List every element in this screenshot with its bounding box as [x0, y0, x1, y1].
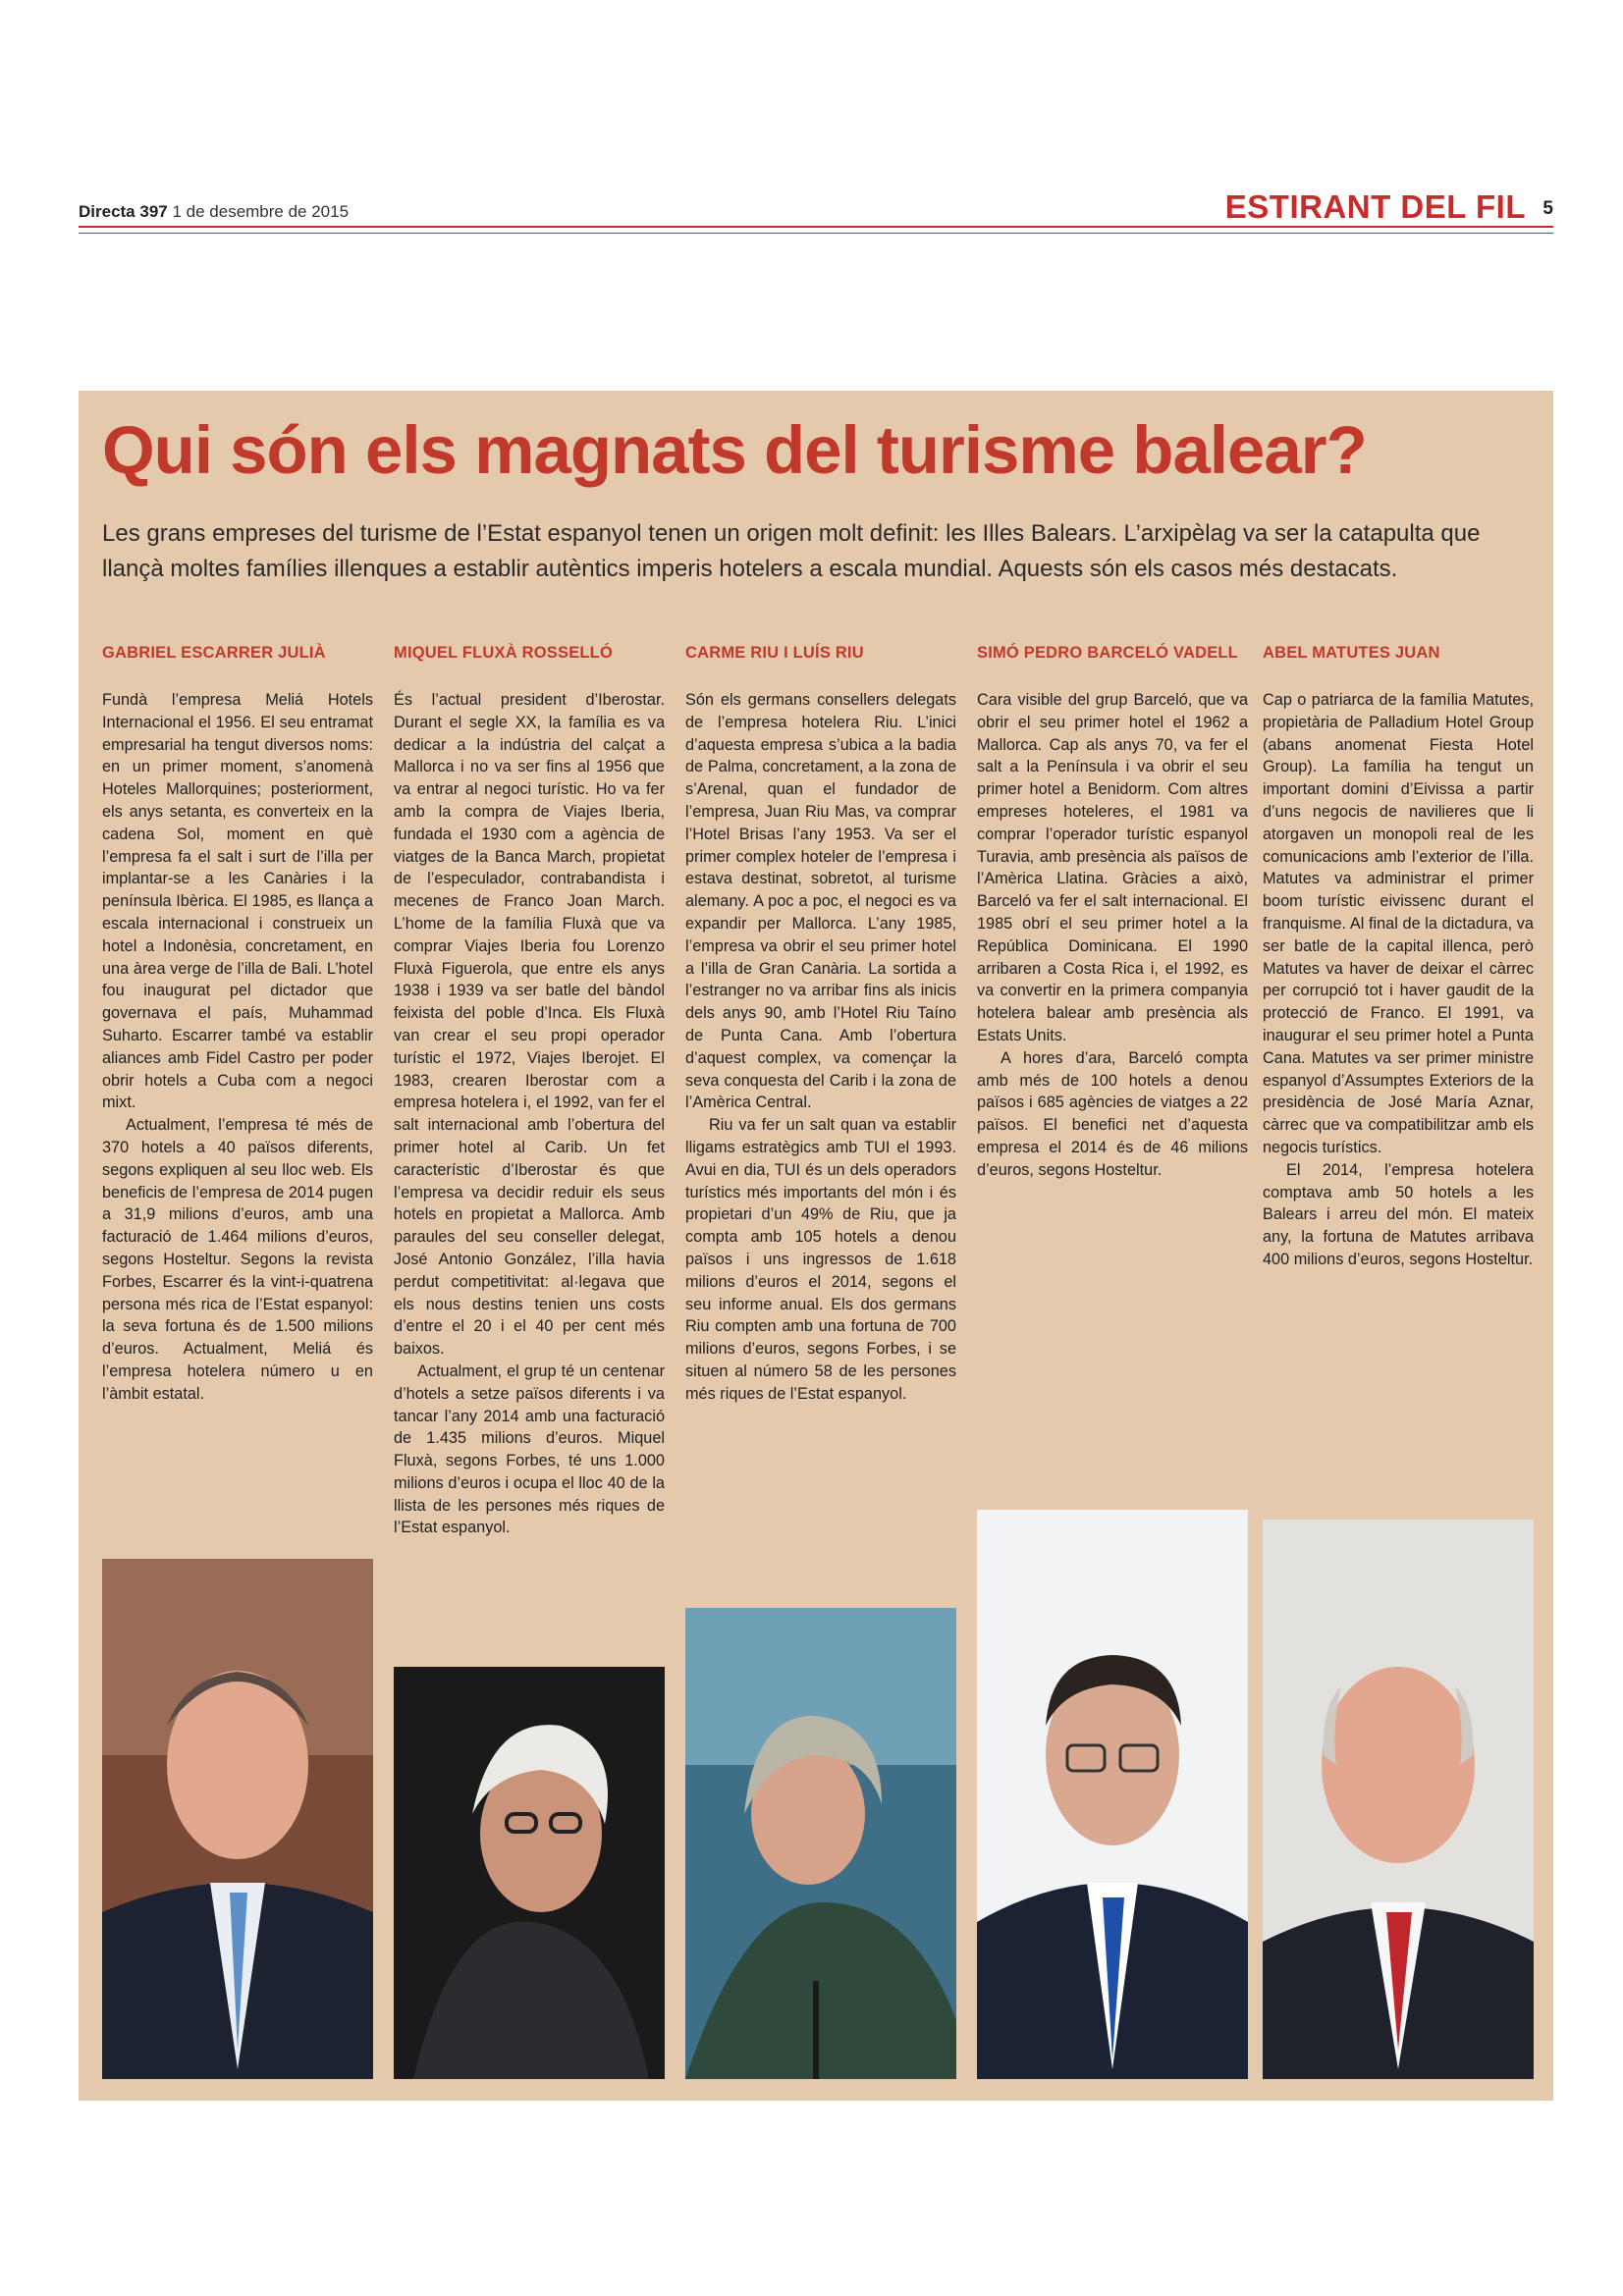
profile-column-matutes [1263, 644, 1534, 1271]
profile-paragraph: Actualment, el grup té un centenar d’hotels a setze països diferents i va tancar l’any 2014 amb una facturació de 1.435 milions d’euros. Miquel Fluxà, segons Forbes, té uns 1.000 milions d’euros i ocupa el lloc 40 de la llista de les persones més riques de l’Estat espanyol. [394, 1362, 665, 1537]
article-title: Qui són els magnats del turisme balear? [102, 412, 1367, 488]
profile-body [685, 689, 956, 1406]
article-standfirst: Les grans empreses del turisme de l’Estat espanyol tenen un origen molt definit: les Illes Balears. L’arxipèlag va ser la catapulta que llançà moltes famílies illenques a establir autèntics imperis hotelers a escala mundial. Aquests són els casos més destacats. [102, 520, 1481, 582]
profile-column-barcelo [977, 644, 1248, 1182]
portrait-escarrer [102, 1559, 373, 2079]
profile-column-escarrer [102, 644, 373, 1406]
profile-paragraph: Fundà l’empresa Meliá Hotels Internacional el 1956. El seu entramat empresarial ha tengut diversos noms: en un primer moment, s’anomenà Hoteles Mallorquines; posteriorment, els anys setanta, es converteix en la cadena Sol, moment en què l’empresa fa el salt i surt de l’illa per implantar-se a les Canàries i la península Ibèrica. El 1985, es llança a escala internacional i construeix un hotel a Indonèsia, concretament, en una àrea verge de l’illa de Bali. L’hotel fou inaugurat pel dictador que governava el país, Muhammad Suharto. Escarrer també va establir aliances amb Fidel Castro per poder obrir hotels a Cuba com a negoci mixt. [102, 691, 373, 1112]
portrait-fluxa [394, 1667, 665, 2079]
profile-paragraph: Cara visible del grup Barceló, que va obrir el seu primer hotel el 1962 a Mallorca. Cap als anys 70, va fer el salt a la Península i va obrir el seu primer hotel a Benidorm. Com altres empreses hoteleres, el 1981 va comprar l’operador turístic espanyol Turavia, amb presència als països de l’Amèrica Llatina. Gràcies a això, Barceló va fer el salt internacional. El 1985 obrí el seu primer hotel a la República Dominicana. El 1990 arribaren a Costa Rica i, el 1992, es va convertir en la primera companyia hotelera balear amb presència als Estats Units. [977, 691, 1248, 1044]
profile-body [102, 689, 373, 1406]
profile-paragraph: El 2014, l’empresa hotelera comptava amb 50 hotels a les Balears i arreu del món. El mateix any, la fortuna de Matutes arribava 400 milions d’euros, segons Hosteltur. [1263, 1160, 1534, 1268]
header-rule [79, 226, 1553, 228]
profile-name: ABEL MATUTES JUAN [1263, 644, 1440, 662]
header-rule-thin [79, 233, 1553, 234]
portrait-riu [685, 1608, 956, 2079]
profile-paragraph: És l’actual president d’Iberostar. Durant el segle XX, la família es va dedicar a la indústria del calçat a Mallorca i no va ser fins al 1956 que va entrar al negoci turístic. Ho va fer amb la compra de Viajes Iberia, fundada el 1930 com a agència de viatges de la Banca March, propietat de l’especulador, contrabandista i mecenes de Franco Joan March. L’home de la família Fluxà que va comprar Viajes Iberia fou Lorenzo Fluxà Figuerola, que entre els anys 1938 i 1939 va ser batle del bàndol feixista del poble d’Inca. Els Fluxà van crear el seu propi operador turístic el 1972, Viajes Iberojet. El 1983, crearen Iberostar com a empresa hotelera i, el 1992, van fer el salt internacional amb l’obertura del primer hotel al Carib. Un fet característic d’Iberostar és que l’empresa va decidir reduir els seus hotels en propietat a Mallorca. Amb paraules del seu conseller delegat, José Antonio González, l’illa havia perdut competitivitat: al·legava que els nous destins tenien uns costs d’entre el 20 i el 40 per cent més baixos. [394, 691, 665, 1359]
profile-name: SIMÓ PEDRO BARCELÓ VADELL [977, 644, 1238, 662]
publication-line [79, 202, 349, 222]
profile-body [1263, 689, 1534, 1271]
profile-paragraph: A hores d’ara, Barceló compta amb més de 100 hotels a denou països i 685 agències de viatges a 22 països. El benefici net d’aquesta empresa el 2014 és de 46 milions d’euros, segons Hosteltur. [977, 1048, 1248, 1179]
profile-paragraph: Riu va fer un salt quan va establir lligams estratègics amb TUI el 1993. Avui en dia, TUI és un dels operadors turístics més importants del món i és propietari d’un 49% de Riu, que ja compta amb 105 hotels a denou països i uns ingressos de 1.618 milions d’euros el 2014, segons el seu informe anual. Els dos germans Riu compten amb una fortuna de 700 milions d’euros, segons Forbes, i se situen al número 58 de les persones més riques de l’Estat espanyol. [685, 1116, 956, 1403]
page-number: 5 [1542, 198, 1553, 219]
profile-name: GABRIEL ESCARRER JULIÀ [102, 644, 326, 662]
issue-date: 1 de desembre de 2015 [172, 202, 350, 221]
portrait-matutes [1263, 1520, 1534, 2079]
profile-paragraph: Actualment, l’empresa té més de 370 hotels a 40 països diferents, segons expliquen al seu lloc web. Els beneficis de l’empresa de 2014 pugen a 31,9 milions d’euros, amb una facturació de 1.464 milions d’euros, segons Hosteltur. Segons la revista Forbes, Escarrer és la vint-i-quatrena persona més rica de l’Estat espanyol: la seva fortuna és de 1.500 milions d’euros. Actualment, Meliá és l’empresa hotelera número u en l’àmbit estatal. [102, 1116, 373, 1403]
profile-column-fluxa [394, 644, 665, 1539]
article-panel [79, 391, 1553, 2101]
profile-paragraph: Són els germans consellers delegats de l’empresa hotelera Riu. L’inici d’aquesta empresa s’ubica a la badia de Palma, concretament, a la zona de s’Arenal, quan el fundador de l’empresa, Juan Riu Mas, va comprar l’Hotel Brisas l’any 1953. Va ser el primer complex hoteler de l’empresa i estava destinat, sobretot, al turisme alemany. A poc a poc, el negoci es va expandir per Mallorca. L’any 1985, l’empresa va obrir el seu primer hotel a l’illa de Gran Canària. La sortida a l’estranger no va arribar fins als inicis dels anys 90, amb l’Hotel Riu Taíno de Punta Cana. Amb l’obertura d’aquest complex, va començar la seva conquesta del Carib i la zona de l’Amèrica Central. [685, 691, 956, 1112]
section-title: ESTIRANT DEL FIL [1224, 188, 1526, 225]
publication-name: Directa 397 [79, 202, 168, 221]
portrait-barcelo [977, 1510, 1248, 2079]
profile-name: MIQUEL FLUXÀ ROSSELLÓ [394, 644, 613, 662]
profile-column-riu [685, 644, 956, 1406]
page-header [79, 188, 1553, 243]
profile-body [977, 689, 1248, 1182]
profile-name: CARME RIU I LUÍS RIU [685, 644, 864, 662]
profile-body [394, 689, 665, 1539]
profile-paragraph: Cap o patriarca de la família Matutes, propietària de Palladium Hotel Group (abans anomenat Fiesta Hotel Group). La família ha tengut un important domini d’Eivissa a partir d’uns negocis de navilieres que li atorgaven un monopoli real de les comunicacions amb l’exterior de l’illa. Matutes va administrar el primer boom turístic eivissenc durant el franquisme. Al final de la dictadura, va ser batle de la capital illenca, però Matutes va haver de deixar el càrrec per corrupció tot i haver gaudit de la protecció de Franco. El 1991, va inaugurar el seu primer hotel a Punta Cana. Matutes va ser primer ministre espanyol d’Assumptes Exteriors de la presidència de José María Aznar, càrrec que va compatibilitzar amb els negocis turístics. [1263, 691, 1534, 1156]
